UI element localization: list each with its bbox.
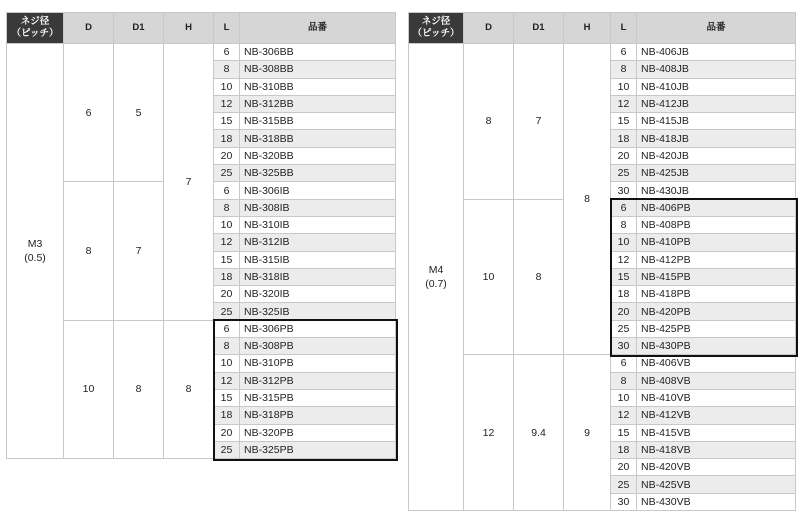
part-number-cell: NB-325BB	[240, 165, 396, 182]
thread-header-label: ネジ径	[421, 16, 451, 27]
length-cell: 15	[611, 424, 637, 441]
length-cell: 25	[214, 165, 240, 182]
d1-cell: 8	[114, 320, 164, 458]
d1-cell: 5	[114, 44, 164, 182]
length-cell: 18	[214, 407, 240, 424]
table-row	[7, 320, 396, 337]
table-row	[7, 44, 396, 61]
part-number-cell: NB-418JB	[637, 130, 796, 147]
part-number-cell: NB-308BB	[240, 61, 396, 78]
d-header: D	[64, 13, 114, 44]
part-number-cell: NB-325IB	[240, 303, 396, 320]
length-cell: 25	[214, 303, 240, 320]
length-cell: 25	[611, 165, 637, 182]
thread-pitch-header	[7, 13, 64, 44]
length-cell: 15	[214, 389, 240, 406]
length-cell: 8	[611, 216, 637, 233]
length-cell: 12	[214, 234, 240, 251]
length-cell: 25	[214, 441, 240, 458]
part-number-cell: NB-412JB	[637, 95, 796, 112]
length-cell: 12	[611, 407, 637, 424]
l-header: L	[214, 13, 240, 44]
length-cell: 25	[611, 476, 637, 493]
length-cell: 20	[214, 286, 240, 303]
pitch-header-label: （ピッチ）	[11, 28, 59, 39]
part-number-header: 品番	[240, 13, 396, 44]
length-cell: 8	[214, 338, 240, 355]
length-cell: 20	[214, 424, 240, 441]
length-cell: 10	[611, 234, 637, 251]
length-cell: 6	[214, 320, 240, 337]
m3-spec-table	[6, 12, 396, 459]
part-number-cell: NB-315BB	[240, 113, 396, 130]
length-cell: 10	[611, 389, 637, 406]
length-cell: 10	[611, 78, 637, 95]
length-cell: 8	[611, 372, 637, 389]
part-number-cell: NB-310BB	[240, 78, 396, 95]
length-cell: 12	[214, 372, 240, 389]
d1-header: D1	[514, 13, 564, 44]
part-number-cell: NB-418PB	[637, 286, 796, 303]
length-cell: 20	[214, 147, 240, 164]
length-cell: 30	[611, 493, 637, 510]
d1-cell: 7	[514, 44, 564, 200]
part-number-cell: NB-318BB	[240, 130, 396, 147]
part-number-cell: NB-430VB	[637, 493, 796, 510]
length-cell: 15	[214, 113, 240, 130]
length-cell: 15	[214, 251, 240, 268]
length-cell: 18	[214, 268, 240, 285]
table-row	[409, 44, 796, 61]
part-number-cell: NB-308IB	[240, 199, 396, 216]
part-number-cell: NB-310IB	[240, 216, 396, 233]
length-cell: 10	[214, 216, 240, 233]
d1-header: D1	[114, 13, 164, 44]
part-number-cell: NB-420PB	[637, 303, 796, 320]
length-cell: 25	[611, 320, 637, 337]
length-cell: 18	[214, 130, 240, 147]
part-number-cell: NB-415VB	[637, 424, 796, 441]
length-cell: 8	[611, 61, 637, 78]
length-cell: 6	[611, 355, 637, 372]
part-number-cell: NB-412PB	[637, 251, 796, 268]
part-number-cell: NB-410VB	[637, 389, 796, 406]
part-number-cell: NB-315IB	[240, 251, 396, 268]
part-number-cell: NB-408PB	[637, 216, 796, 233]
thread-size: M3	[27, 238, 43, 251]
length-cell: 12	[611, 95, 637, 112]
thread-header-label: ネジ径	[20, 16, 50, 27]
length-cell: 10	[214, 78, 240, 95]
part-number-cell: NB-320BB	[240, 147, 396, 164]
d1-cell: 9.4	[514, 355, 564, 511]
d1-cell: 7	[114, 182, 164, 320]
length-cell: 6	[611, 199, 637, 216]
d1-cell: 8	[514, 199, 564, 355]
part-number-cell: NB-320PB	[240, 424, 396, 441]
pitch-header-label: （ピッチ）	[412, 28, 460, 39]
part-number-cell: NB-306BB	[240, 44, 396, 61]
thread-size: M4	[428, 264, 444, 276]
part-number-cell: NB-420JB	[637, 147, 796, 164]
part-number-cell: NB-420VB	[637, 459, 796, 476]
length-cell: 12	[611, 251, 637, 268]
thread-size-cell	[7, 44, 64, 459]
d-cell: 10	[64, 320, 114, 458]
length-cell: 8	[214, 61, 240, 78]
part-number-cell: NB-418VB	[637, 441, 796, 458]
part-number-cell: NB-320IB	[240, 286, 396, 303]
d-cell: 8	[64, 182, 114, 320]
part-number-cell: NB-308PB	[240, 338, 396, 355]
length-cell: 30	[611, 338, 637, 355]
part-number-cell: NB-408JB	[637, 61, 796, 78]
d-cell: 8	[464, 44, 514, 200]
length-cell: 18	[611, 130, 637, 147]
header-row	[409, 13, 796, 44]
part-number-cell: NB-318PB	[240, 407, 396, 424]
h-header: H	[164, 13, 214, 44]
part-number-cell: NB-406JB	[637, 44, 796, 61]
part-number-cell: NB-312PB	[240, 372, 396, 389]
part-number-cell: NB-306IB	[240, 182, 396, 199]
part-number-cell: NB-310PB	[240, 355, 396, 372]
thread-pitch-header	[409, 13, 464, 44]
part-number-cell: NB-318IB	[240, 268, 396, 285]
length-cell: 8	[214, 199, 240, 216]
thread-pitch: (0.5)	[24, 252, 46, 265]
length-cell: 12	[214, 95, 240, 112]
length-cell: 18	[611, 286, 637, 303]
header-row	[7, 13, 396, 44]
part-number-cell: NB-425JB	[637, 165, 796, 182]
length-cell: 6	[611, 44, 637, 61]
l-header: L	[611, 13, 637, 44]
thread-size-cell	[409, 44, 464, 511]
part-number-cell: NB-315PB	[240, 389, 396, 406]
part-number-cell: NB-415PB	[637, 268, 796, 285]
part-number-cell: NB-410PB	[637, 234, 796, 251]
part-number-cell: NB-325PB	[240, 441, 396, 458]
h-header: H	[564, 13, 611, 44]
part-number-cell: NB-306PB	[240, 320, 396, 337]
length-cell: 15	[611, 268, 637, 285]
part-number-cell: NB-430PB	[637, 338, 796, 355]
thread-pitch: (0.7)	[425, 278, 447, 290]
part-number-cell: NB-406VB	[637, 355, 796, 372]
d-cell: 10	[464, 199, 514, 355]
table-row	[409, 355, 796, 372]
length-cell: 18	[611, 441, 637, 458]
part-number-cell: NB-410JB	[637, 78, 796, 95]
part-number-cell: NB-425PB	[637, 320, 796, 337]
length-cell: 20	[611, 459, 637, 476]
h-cell: 8	[564, 44, 611, 355]
part-number-header: 品番	[637, 13, 796, 44]
part-number-cell: NB-425VB	[637, 476, 796, 493]
part-number-cell: NB-312BB	[240, 95, 396, 112]
h-cell: 8	[164, 320, 214, 458]
length-cell: 20	[611, 303, 637, 320]
part-number-cell: NB-312IB	[240, 234, 396, 251]
length-cell: 30	[611, 182, 637, 199]
part-number-cell: NB-412VB	[637, 407, 796, 424]
d-header: D	[464, 13, 514, 44]
part-number-cell: NB-406PB	[637, 199, 796, 216]
d-cell: 6	[64, 44, 114, 182]
length-cell: 20	[611, 147, 637, 164]
part-number-cell: NB-415JB	[637, 113, 796, 130]
part-number-cell: NB-408VB	[637, 372, 796, 389]
part-number-cell: NB-430JB	[637, 182, 796, 199]
length-cell: 10	[214, 355, 240, 372]
h-cell: 7	[164, 44, 214, 321]
length-cell: 15	[611, 113, 637, 130]
d-cell: 12	[464, 355, 514, 511]
h-cell: 9	[564, 355, 611, 511]
m4-spec-table	[408, 12, 796, 511]
length-cell: 6	[214, 44, 240, 61]
length-cell: 6	[214, 182, 240, 199]
